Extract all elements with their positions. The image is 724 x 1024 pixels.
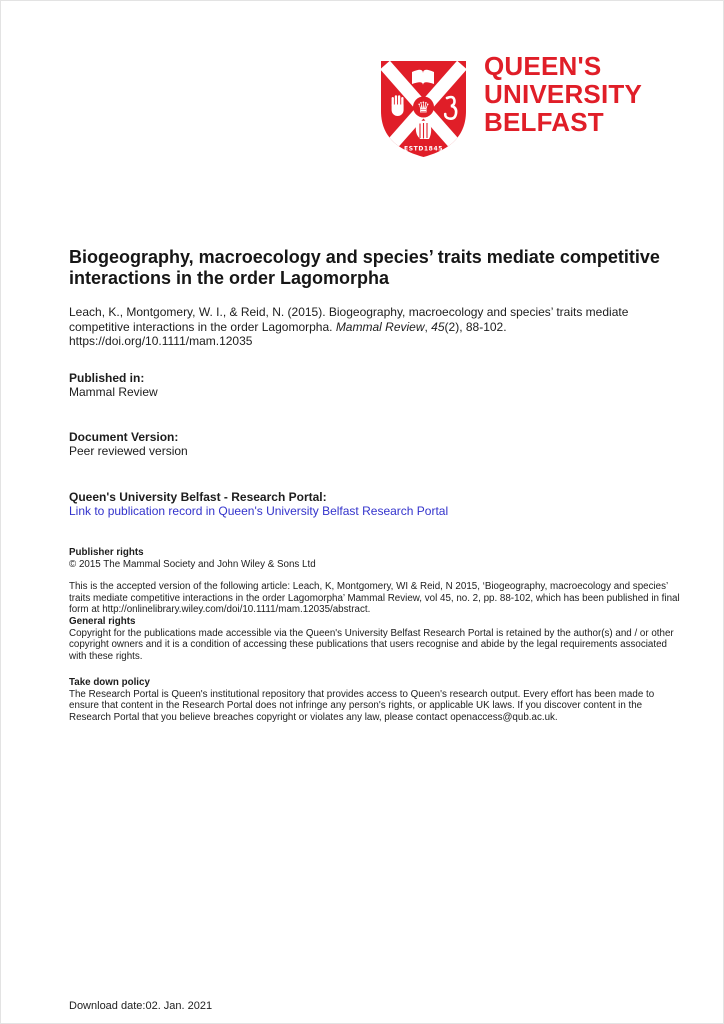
document-version-value: Peer reviewed version — [69, 444, 188, 458]
publisher-rights-body: This is the accepted version of the following article: Leach, K, Montgomery, WI & Reid, N 2015, ‘Biogeography, macroecology and species’ traits mediate competitive interactions in the order Lagomorpha’ Mammal Review, vol 45, no. 2, pp. 88-102, which has been published in final form at http://onlinelibrary.wiley.com/doi/10.1111/mam.12035/abstract. — [69, 581, 680, 616]
crown-icon — [413, 97, 434, 118]
download-date-value: 02. Jan. 2021 — [145, 1000, 213, 1012]
publisher-rights-copyright: © 2015 The Mammal Society and John Wiley & Sons Ltd — [69, 558, 316, 570]
qub-wordmark — [484, 52, 642, 161]
wordmark-line-belfast: BELFAST — [484, 107, 604, 137]
section-research-portal — [69, 490, 669, 518]
section-published-in — [69, 371, 669, 399]
publisher-rights-heading: Publisher rights — [69, 547, 144, 558]
section-document-version — [69, 430, 669, 458]
citation-journal: Mammal Review — [335, 319, 425, 334]
section-general-rights — [69, 616, 681, 662]
qub-logo — [375, 51, 642, 161]
article-title: Biogeography, macroecology and species’ traits mediate competitive interactions in the order Lagomorpha — [69, 247, 660, 288]
research-portal-label: Queen's University Belfast - Research Portal: — [69, 490, 327, 504]
publication-record-link[interactable]: Link to publication record in Queen's University Belfast Research Portal — [69, 504, 449, 518]
section-take-down-policy — [69, 677, 681, 723]
section-publisher-rights — [69, 547, 681, 616]
citation-authors-title: Leach, K., Montgomery, W. I., & Reid, N. (2015). Biogeography, macroecology and species’ traits mediate competitive interactions in the order Lagomorpha. — [69, 305, 629, 334]
general-rights-body: Copyright for the publications made accessible via the Queen's University Belfast Research Portal is retained by the author(s) and / or other copyright owners and it is a condition of accessing these publications that users recognise and abide by the legal requirements associated with these rights. — [69, 627, 674, 662]
citation-doi: https://doi.org/10.1111/mam.12035 — [69, 334, 253, 349]
download-date — [69, 1000, 212, 1013]
harp-icon — [416, 121, 431, 140]
citation-volume: 45 — [431, 319, 445, 334]
general-rights-heading: General rights — [69, 616, 136, 627]
published-in-label: Published in: — [69, 371, 145, 385]
citation-issue-pages: (2), 88-102. — [444, 319, 507, 334]
wordmark-line-university: UNIVERSITY — [484, 79, 643, 109]
published-in-value: Mammal Review — [69, 385, 158, 399]
take-down-body: The Research Portal is Queen's institutional repository that provides access to Queen's research output. Every effort has been made to ensure that content in the Research Portal does not infringe any person's rights, or applicable UK laws. If you discover content in the Research Portal that you believe breaches copyright or violates any law, please contact openaccess@qub.ac.uk. — [69, 688, 655, 723]
download-date-label: Download date: — [69, 1000, 146, 1012]
take-down-heading: Take down policy — [69, 677, 150, 688]
citation: Leach, K., Montgomery, W. I., & Reid, N. (2015). Biogeography, macroecology and species’ traits mediate competitive interactions in the order Lagomorpha. Mammal Review, 45(2), 88-102. https://doi.org/10.1111/mam.12035 — [69, 305, 667, 349]
document-version-label: Document Version: — [69, 430, 179, 444]
shield-est-text: ESTD1845 — [404, 145, 443, 153]
svg-text:♛: ♛ — [416, 98, 431, 117]
wordmark-line-queens: QUEEN'S — [484, 51, 602, 81]
qub-shield-logo — [375, 57, 472, 161]
